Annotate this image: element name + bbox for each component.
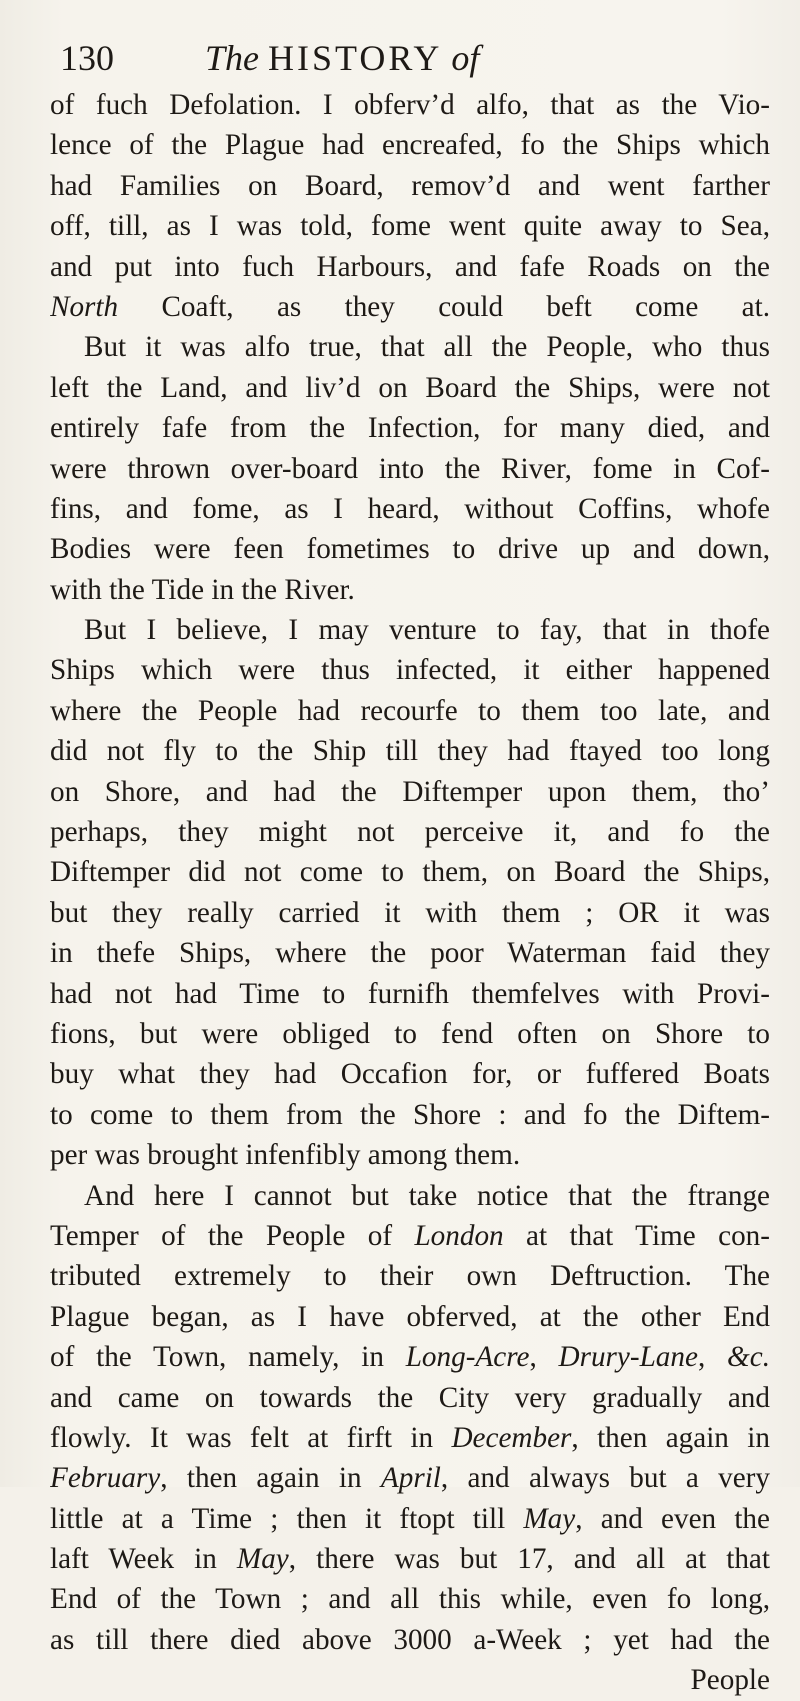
text-line: with the Tide in the River.: [50, 573, 355, 606]
text-line: where the People had recourfe to them too late, and: [50, 694, 770, 727]
text-line: buy what they had Occafion for, or fuffered Boats: [50, 1058, 770, 1091]
text-line: did not fly to the Ship till they had ftayed too long: [50, 735, 770, 768]
text-line: February, then again in April, and always but a very: [50, 1462, 770, 1495]
italic-word: &c.: [727, 1341, 770, 1374]
running-title-main: HISTORY: [268, 38, 443, 78]
text-line: But I believe, I may venture to fay, that in thofe: [84, 614, 770, 647]
italic-word: London: [414, 1219, 504, 1252]
text-line: Diftemper did not come to them, on Board the Ships,: [50, 856, 770, 889]
running-title-prefix: The: [205, 38, 259, 78]
running-title-suffix: of: [451, 38, 480, 78]
text-line: entirely fafe from the Infection, for many died, and: [50, 412, 770, 445]
italic-word: February: [50, 1462, 161, 1495]
text-line: off, till, as I was told, fome went quite away to Sea,: [50, 210, 770, 243]
running-title: [205, 28, 479, 88]
text-line: were thrown over-board into the River, fome in Cof-: [50, 452, 770, 485]
page-number: 130: [60, 38, 114, 78]
italic-word: May: [236, 1543, 289, 1576]
page-header: [60, 28, 775, 88]
text-line: North Coaft, as they could beft come at.: [50, 290, 770, 323]
text-line: on Shore, and had the Diftemper upon them, tho’: [50, 775, 770, 808]
text-line: But it was alfo true, that all the People, who thus: [84, 331, 770, 364]
text-line: tributed extremely to their own Deftruction. The: [50, 1260, 770, 1293]
text-line: lence of the Plague had encreafed, fo the Ships which: [50, 129, 770, 162]
italic-word: December: [451, 1421, 572, 1454]
text-line: in thefe Ships, where the poor Waterman faid they: [50, 937, 770, 970]
text-line: to come to them from the Shore : and fo the Diftem-: [50, 1098, 770, 1131]
text-line: left the Land, and liv’d on Board the Ships, were not: [50, 371, 770, 404]
text-line: little at a Time ; then it ftopt till May, and even the: [50, 1502, 770, 1535]
text-line: Temper of the People of London at that Time con-: [50, 1219, 770, 1252]
text-line: People: [690, 1664, 770, 1697]
text-line: had Families on Board, remov’d and went farther: [50, 169, 770, 202]
text-line: perhaps, they might not perceive it, and fo the: [50, 816, 770, 849]
text-line: and put into fuch Harbours, and fafe Roads on the: [50, 250, 770, 283]
text-line: of fuch Defolation. I obferv’d alfo, that as the Vio-: [50, 89, 770, 121]
text-line: flowly. It was felt at firft in December, then again in: [50, 1421, 770, 1454]
text-line: Bodies were feen fometimes to drive up and down,: [50, 533, 770, 566]
italic-word: April: [380, 1462, 441, 1495]
body-text: [50, 85, 770, 1701]
text-line: of the Town, namely, in Long-Acre, Drury-Lane, &c.: [50, 1341, 770, 1374]
text-line: as till there died above 3000 a-Week ; yet had the: [50, 1623, 770, 1656]
italic-word: North: [50, 290, 119, 323]
text-line: Plague began, as I have obferved, at the other End: [50, 1300, 770, 1333]
text-line: laft Week in May, there was but 17, and all at that: [50, 1543, 770, 1576]
text-line: fions, but were obliged to fend often on Shore to: [50, 1017, 770, 1050]
italic-word: Drury-Lane: [558, 1341, 698, 1374]
text-line: but they really carried it with them ; OR it was: [50, 896, 770, 929]
text-line: and came on towards the City very gradually and: [50, 1381, 770, 1414]
italic-word: May: [523, 1502, 576, 1535]
text-line: per was brought infenfibly among them.: [50, 1139, 521, 1172]
text-line: And here I cannot but take notice that the ftrange: [84, 1179, 770, 1212]
text-line: End of the Town ; and all this while, even fo long,: [50, 1583, 770, 1616]
italic-word: Long-Acre: [405, 1341, 530, 1374]
text-line: fins, and fome, as I heard, without Coffins, whofe: [50, 492, 770, 525]
text-line: had not had Time to furnifh themfelves with Provi-: [50, 977, 770, 1010]
text-line: Ships which were thus infected, it either happened: [50, 654, 770, 687]
